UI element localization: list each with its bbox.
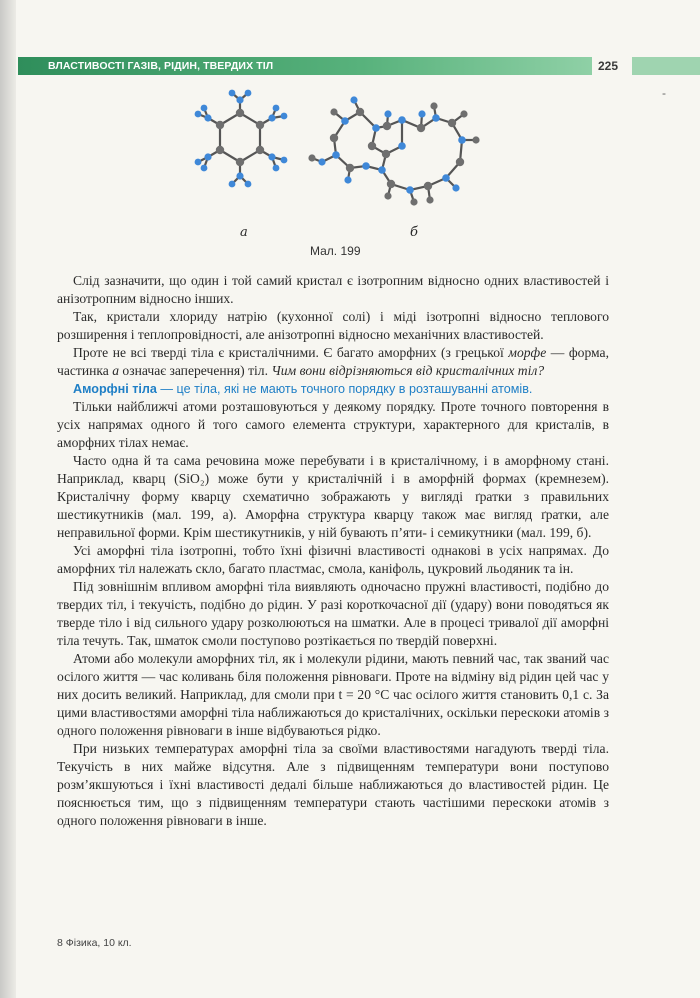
definition-term: Аморфні тіла: [73, 382, 157, 396]
paragraph: Слід зазначити, що один і той самий кристал є ізотропним відносно одних властивостей і анізотропним відносно інших.: [57, 273, 609, 306]
footer-signature: 8 Фізика, 10 кл.: [57, 937, 132, 949]
paragraph: Проте не всі тверді тіла є кристалічними. Є багато аморфних (з грецької морфе — форма, частинка а означає заперечення) тіл. Чим вони відрізняються від кристалічних тіл?: [57, 345, 609, 378]
page-edge-shadow: [0, 0, 16, 998]
paragraph: Атоми або молекули аморфних тіл, як і молекули рідини, мають певний час, так званий час осілого життя — час коливань біля положення рівноваги. Проте на відміну від рідин цей час у них досить великий. Наприклад, для смоли при t = 20 °C час осілого життя становить 0,1 с. За цими властивостями аморфні тіла наближаються до кристалічних, оскільки перескоки атомів з одного положення рівноваги в інше відбуваються рідко.: [57, 651, 609, 738]
definition: Аморфні тіла — це тіла, які не мають точного порядку в розташуванні атомів.: [73, 382, 533, 396]
figure-caption: Мал. 199: [310, 244, 361, 258]
page-number: 225: [598, 59, 619, 73]
question: Чим вони відрізняються від кристалічних тіл?: [271, 363, 545, 378]
section-header: ВЛАСТИВОСТІ ГАЗІВ, РІДИН, ТВЕРДИХ ТІЛ: [18, 57, 592, 75]
paragraph: Часто одна й та сама речовина може перебувати і в кристалічному, і в аморфному стані. Наприклад, кварц (SiO₂) може бути у кристалічній і в аморфній формах (кремнезем). Кристалічну форму кварцу схематично зображають у вигляді ґратки з правильних шестикутників (мал. 199, а). Аморфна структура кварцу також має вигляд ґратки, але неправильної форми. Крім шестикутників, у ній бувають п’яти- і семикутники (мал. 199, б).: [57, 453, 609, 540]
paragraph: При низьких температурах аморфні тіла за своїми властивостями нагадують тверді тіла. Текучість в них майже відсутня. Але з підвищенням температури вони поступово розм’якшуються і їхні властивості дедалі більше наближаються до властивостей рідин. Це пояснюється тим, що з підвищенням температури стають частішими перескоки атомів з одного положення рівноваги в інше.: [57, 741, 609, 828]
margin-mark: -: [662, 86, 666, 100]
figure-a-crystalline-lattice: [198, 93, 284, 184]
figure-label-a: а: [240, 225, 248, 240]
figure-label-b: б: [410, 225, 418, 240]
figure-199: [190, 88, 500, 228]
header-accent-bar: [632, 57, 700, 75]
paragraph: Так, кристали хлориду натрію (кухонної солі) і міді ізотропні відносно теплового розширення і теплопровідності, але анізотропні відносно механічних властивостей.: [57, 309, 609, 342]
paragraph: Тільки найближчі атоми розташовуються у деякому порядку. Проте точного повторення в усіх напрямах одного й того самого елемента структури, характерного для кристалів, в аморфних тілах немає.: [57, 399, 609, 450]
paragraph: Під зовнішнім впливом аморфні тіла виявляють одночасно пружні властивості, подібно до твердих тіл, і текучість, подібно до рідин. У разі короткочасної дії (удару) вони поводяться як тверде тіло і від сильного удару розколюються на шматки. Але в процесі тривалої дії аморфні тіла течуть. Так, шматок смоли поступово розтікається по твердій поверхні.: [57, 579, 609, 648]
body-text: [57, 272, 609, 830]
paragraph: Усі аморфні тіла ізотропні, тобто їхні фізичні властивості однакові в усіх напрямах. До аморфних тіл належать скло, багато пластмас, смола, каніфоль, цукровий льодяник та ін.: [57, 543, 609, 576]
